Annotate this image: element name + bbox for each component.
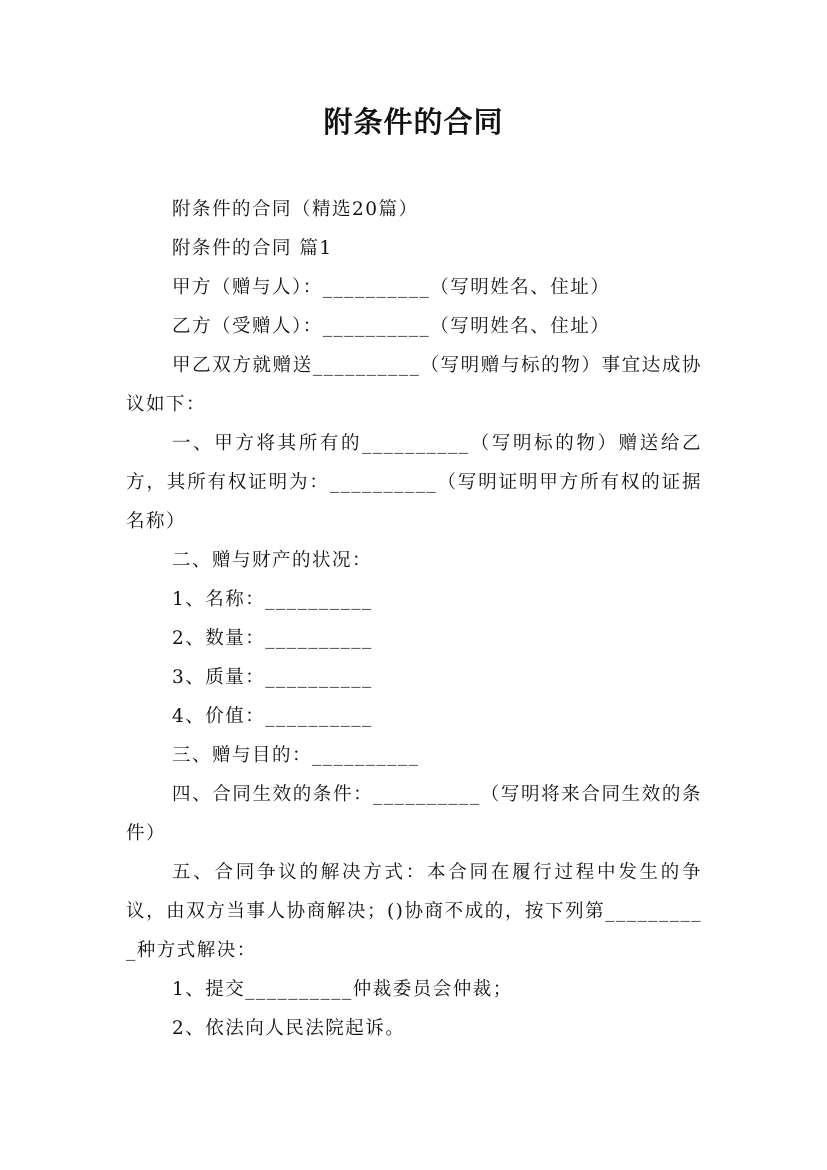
paragraph-clause-2: 二、赠与财产的状况： xyxy=(172,550,373,571)
paragraph-clause-5: 五、合同争议的解决方式：本合同在履行过程中发生的争议，由双方当事人协商解决；()协商不成的，按下列第__________种方式解决： xyxy=(126,862,702,961)
paragraph-option-2: 2、依法向人民法院起诉。 xyxy=(172,1018,406,1039)
paragraph-item-name: 1、名称：__________ xyxy=(172,589,373,610)
paragraph-clause-1: 一、甲方将其所有的__________（写明标的物）赠送给乙方，其所有权证明为：__________（写明证明甲方所有权的证据名称） xyxy=(126,433,702,532)
paragraph-clause-3: 三、赠与目的：__________ xyxy=(172,745,420,766)
paragraph-agreement-intro: 甲乙双方就赠送__________（写明赠与标的物）事宜达成协议如下： xyxy=(126,355,702,415)
paragraph-party-b: 乙方（受赠人）：__________（写明姓名、住址） xyxy=(172,316,611,337)
paragraph-party-a: 甲方（赠与人）：__________（写明姓名、住址） xyxy=(172,277,611,298)
paragraph-item-value: 4、价值：__________ xyxy=(172,706,373,727)
document-body xyxy=(126,190,702,1048)
paragraph-item-quantity: 2、数量：__________ xyxy=(172,628,373,649)
document-title: 附条件的合同 xyxy=(323,105,504,139)
paragraph-clause-4: 四、合同生效的条件：__________（写明将来合同生效的条件） xyxy=(126,784,702,844)
paragraph-option-1: 1、提交__________仲裁委员会仲裁； xyxy=(172,979,513,1000)
paragraph-subtitle: 附条件的合同（精选20篇） xyxy=(172,199,419,220)
paragraph-section-heading: 附条件的合同 篇1 xyxy=(172,238,333,259)
paragraph-item-quality: 3、质量：__________ xyxy=(172,667,373,688)
